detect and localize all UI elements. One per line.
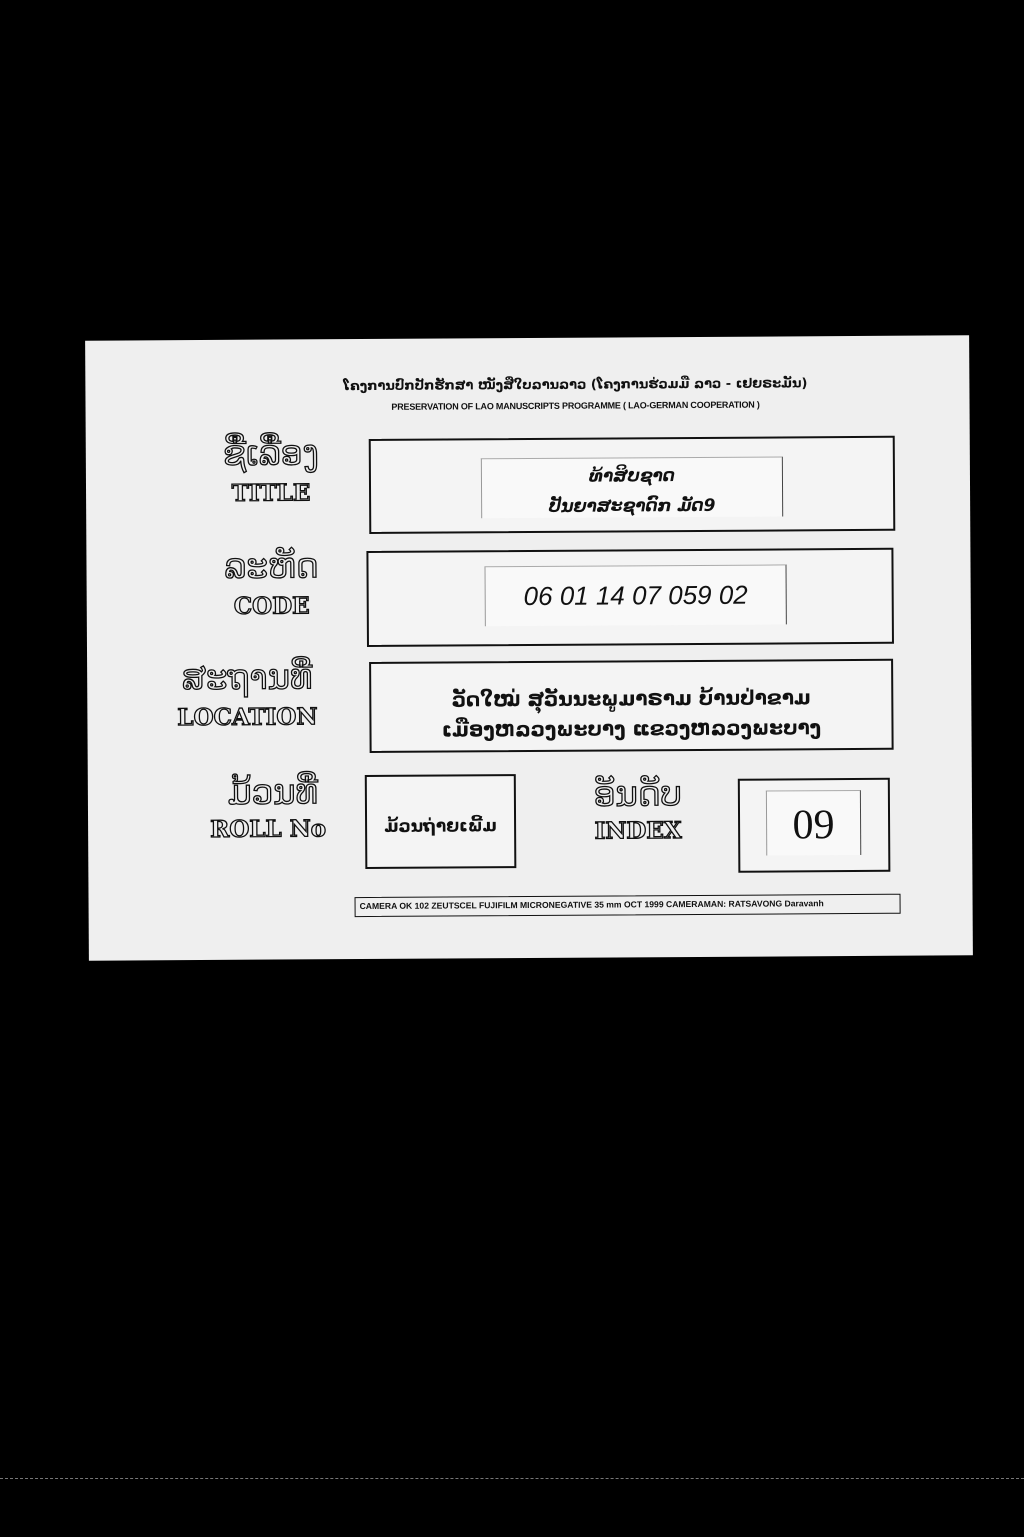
code-label-lao: ລະຫັດ (224, 546, 319, 587)
code-value: 06 01 14 07 059 02 (523, 579, 748, 612)
roll-box (365, 774, 517, 869)
title-line-1: ທ້າສິບຊາດ (589, 466, 675, 487)
title-label-en: TITLE (231, 479, 311, 507)
location-label-lao: ສະຖານທີ່ (181, 657, 313, 699)
index-label-en: INDEX (594, 817, 682, 845)
index-label-lao: ອັນດັບ (593, 774, 682, 815)
roll-label-en: ROLL No (210, 815, 327, 843)
title-inset (481, 456, 783, 518)
microfilm-target-card (85, 335, 973, 960)
index-value: 09 (792, 802, 835, 849)
header-lao: ໂຄງການປົກປັກຮັກສາ ໜັງສືໃບລານລາວ (ໂຄງການຮ່ວມມື ລາວ - ເຢຍຣະມັນ) (343, 376, 808, 395)
camera-info-footer: CAMERA OK 102 ZEUTSCEL FUJIFILM MICRONEGATIVE 35 mm OCT 1999 CAMERAMAN: RATSAVONG Daravanh (355, 894, 901, 917)
code-inset (484, 564, 786, 626)
location-box (369, 659, 894, 753)
code-box (366, 548, 894, 647)
location-line-1: ວັດໃໝ່ ສຸວັນນະພູມາຣາມ ບ້ານປ່າຂາມ (451, 685, 811, 712)
film-edge-strip (0, 1478, 1024, 1483)
location-line-2: ເມືອງຫລວງພະບາງ ແຂວງຫລວງພະບາງ (441, 715, 822, 742)
title-box (369, 436, 896, 534)
code-label-en: CODE (233, 592, 310, 620)
title-line-2: ປັນຍາສະຊາດົກ ມັດ9 (548, 495, 716, 517)
roll-label-lao: ມ້ວນທີ່ (227, 772, 319, 813)
roll-value: ມ້ວນຖ່າຍເພີ້ມ (384, 816, 497, 837)
title-label-lao: ຊື່ເລື່ອງ (222, 433, 319, 474)
index-inset (766, 790, 861, 856)
location-label-en: LOCATION (177, 703, 318, 732)
header-english: PRESERVATION OF LAO MANUSCRIPTS PROGRAMME ( LAO-GERMAN COOPERATION ) (391, 399, 760, 412)
index-box (738, 778, 891, 873)
